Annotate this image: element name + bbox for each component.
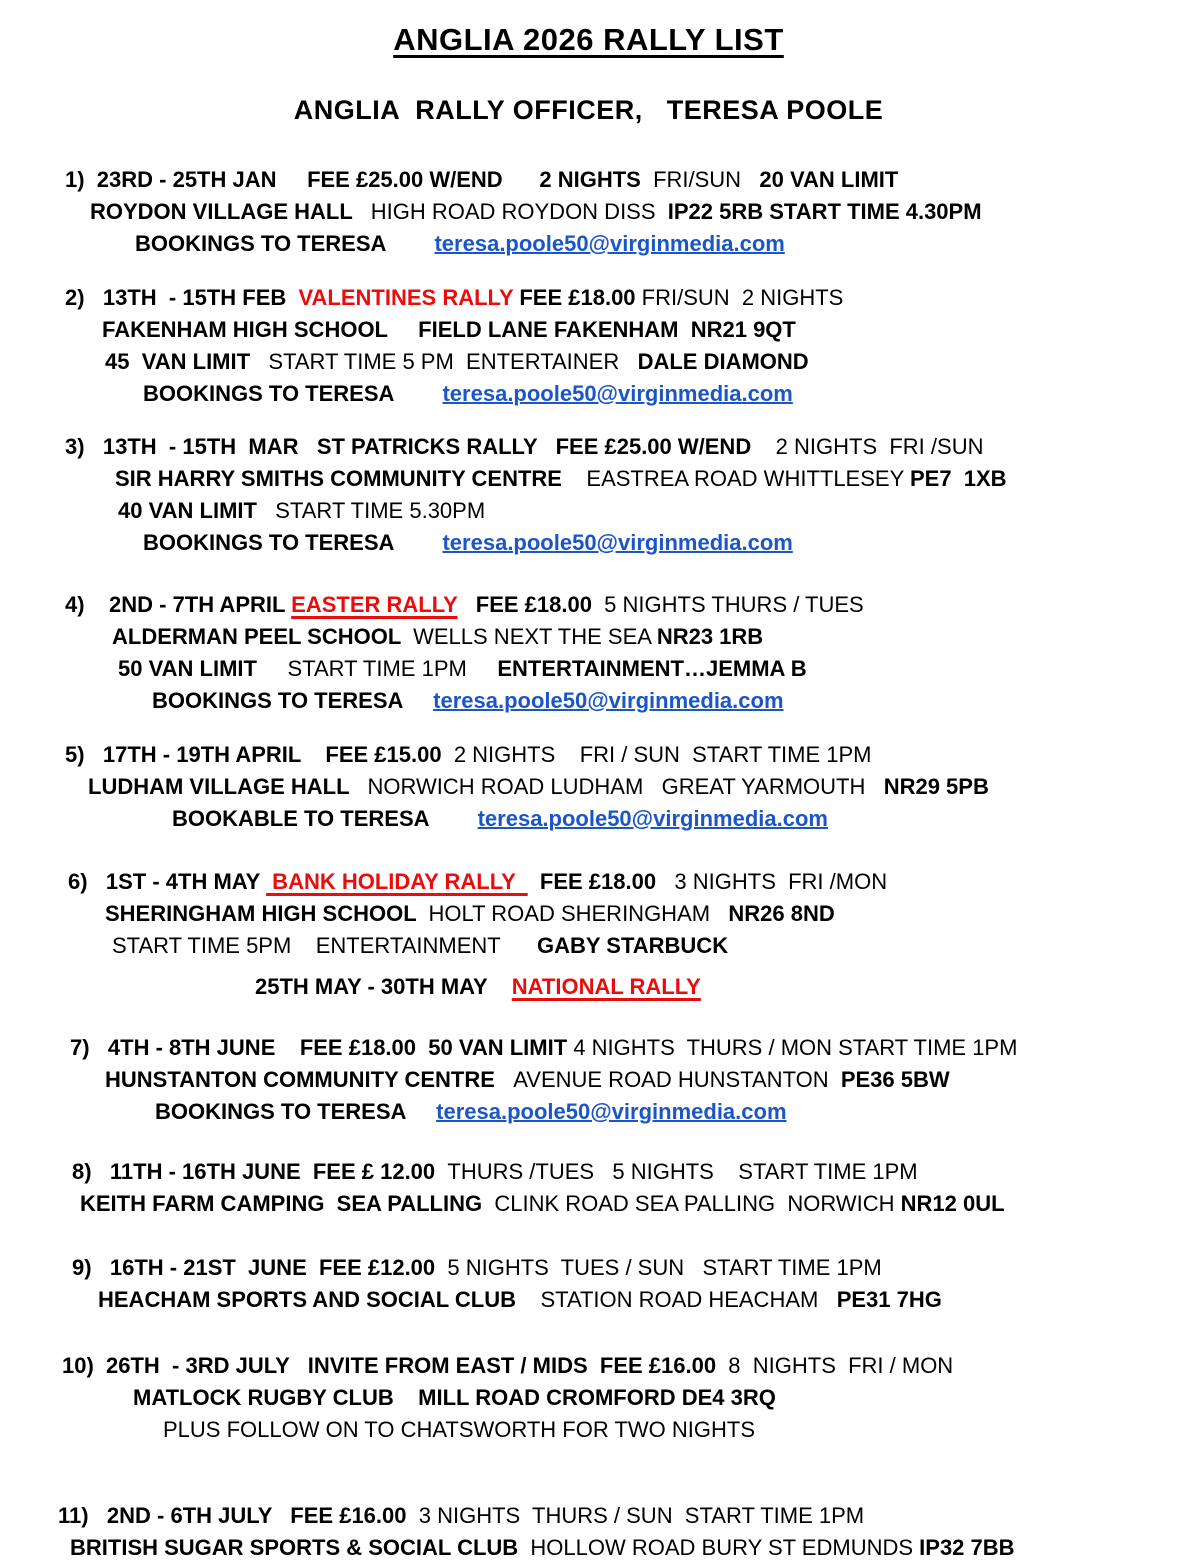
email-link[interactable]: teresa.poole50@virginmedia.com — [442, 381, 793, 406]
rally-line — [0, 1032, 1177, 1064]
text-segment: PE36 5BW — [840, 1067, 950, 1092]
email-link[interactable]: teresa.poole50@virginmedia.com — [477, 806, 828, 831]
text-segment: BOOKINGS TO TERESA — [143, 381, 443, 406]
rally-line — [0, 589, 1177, 621]
rally-line — [0, 495, 1177, 527]
rally-line — [0, 930, 1177, 962]
text-segment: CLINK ROAD SEA PALLING NORWICH — [494, 1191, 901, 1216]
rally-line — [0, 1532, 1177, 1564]
rally-line — [0, 898, 1177, 930]
text-segment: FEE £18.00 — [519, 285, 642, 310]
text-segment: 8 NIGHTS FRI / MON — [728, 1353, 954, 1378]
text-segment: NR12 0UL — [900, 1191, 1005, 1216]
text-segment: 45 VAN LIMIT — [105, 349, 269, 374]
text-segment: START TIME 1PM — [287, 656, 498, 681]
national-rally-line — [0, 971, 1177, 1003]
text-segment: EASTER RALLY — [291, 592, 458, 617]
text-segment: 3) 13TH - 15TH MAR ST PATRICKS RALLY FEE £25.00 W/END — [65, 434, 776, 459]
text-segment: 20 VAN LIMIT — [759, 167, 899, 192]
text-segment: START TIME 5.30PM — [275, 498, 486, 523]
rally-line — [0, 1156, 1177, 1188]
text-segment: 6) 1ST - 4TH MAY — [68, 869, 267, 894]
text-segment: 11) 2ND - 6TH JULY FEE £16.00 — [58, 1503, 419, 1528]
rally-line — [0, 282, 1177, 314]
text-segment: DALE DIAMOND — [637, 349, 809, 374]
text-segment: SIR HARRY SMITHS COMMUNITY CENTRE — [115, 466, 587, 491]
rally-entry-7 — [0, 1032, 1177, 1128]
text-segment: 5) 17TH - 19TH APRIL FEE £15.00 — [65, 742, 454, 767]
email-link[interactable]: teresa.poole50@virginmedia.com — [434, 231, 785, 256]
text-segment: 4) 2ND - 7TH APRIL — [65, 592, 292, 617]
rally-line — [0, 1064, 1177, 1096]
text-segment: BANK HOLIDAY RALLY — [266, 869, 528, 894]
text-segment: 50 VAN LIMIT — [118, 656, 288, 681]
rally-line — [0, 1284, 1177, 1316]
text-segment: HUNSTANTON COMMUNITY CENTRE — [105, 1067, 514, 1092]
rally-line — [0, 164, 1177, 196]
text-segment: HEACHAM SPORTS AND SOCIAL CLUB — [98, 1287, 541, 1312]
text-segment: 5 NIGHTS TUES / SUN START TIME 1PM — [447, 1255, 882, 1280]
text-segment: IP22 5RB START TIME 4.30PM — [667, 199, 982, 224]
text-segment: 2) 13TH - 15TH FEB — [65, 285, 299, 310]
text-segment: BOOKABLE TO TERESA — [172, 806, 478, 831]
rally-line — [0, 463, 1177, 495]
rally-line — [0, 866, 1177, 898]
text-segment: ENTERTAINMENT…JEMMA B — [497, 656, 807, 681]
text-segment: WELLS NEXT THE SEA — [413, 624, 657, 649]
rally-entry-3 — [0, 431, 1177, 559]
rally-entry-8 — [0, 1156, 1177, 1220]
text-segment: IP32 7BB — [919, 1535, 1015, 1560]
rally-entry-9 — [0, 1252, 1177, 1316]
rally-line — [0, 228, 1177, 260]
text-segment: FRI/SUN 2 NIGHTS — [641, 285, 844, 310]
text-segment: 1) 23RD - 25TH JAN FEE £25.00 W/END 2 NIGHTS — [65, 167, 654, 192]
rally-line — [0, 1096, 1177, 1128]
rally-line — [0, 621, 1177, 653]
rally-list — [0, 164, 1177, 1564]
text-segment: BOOKINGS TO TERESA — [155, 1099, 437, 1124]
rally-entry-2 — [0, 282, 1177, 410]
text-segment: KEITH FARM CAMPING SEA PALLING — [80, 1191, 495, 1216]
text-segment: 2 NIGHTS FRI / SUN START TIME 1PM — [453, 742, 872, 767]
rally-line — [0, 1414, 1177, 1446]
rally-entry-10 — [0, 1350, 1177, 1446]
text-segment: LUDHAM VILLAGE HALL — [88, 774, 368, 799]
rally-line — [0, 685, 1177, 717]
text-segment: 7) 4TH - 8TH JUNE FEE £18.00 50 VAN LIMIT — [70, 1035, 574, 1060]
rally-entry-6 — [0, 866, 1177, 962]
rally-line — [0, 314, 1177, 346]
text-segment: 40 VAN LIMIT — [118, 498, 276, 523]
text-segment: 10) 26TH - 3RD JULY INVITE FROM EAST / MIDS FEE £16.00 — [62, 1353, 729, 1378]
rally-line — [0, 739, 1177, 771]
rally-line — [0, 346, 1177, 378]
rally-line — [0, 1500, 1177, 1532]
text-segment: HIGH ROAD ROYDON DISS — [370, 199, 668, 224]
rally-line — [0, 378, 1177, 410]
text-segment: 2 NIGHTS FRI /SUN — [775, 434, 984, 459]
text-segment: PLUS FOLLOW ON TO CHATSWORTH FOR TWO NIGHTS — [163, 1417, 756, 1442]
text-segment: HOLLOW ROAD BURY ST EDMUNDS — [530, 1535, 920, 1560]
text-segment: 8) 11TH - 16TH JUNE FEE £ 12.00 — [72, 1159, 448, 1184]
rally-line — [0, 1252, 1177, 1284]
text-segment: 9) 16TH - 21ST JUNE FEE £12.00 — [72, 1255, 448, 1280]
text-segment: NATIONAL RALLY — [511, 974, 701, 999]
text-segment: PE7 1XB — [909, 466, 1007, 491]
text-segment: STATION ROAD HEACHAM — [540, 1287, 837, 1312]
text-segment: VALENTINES RALLY — [298, 285, 520, 310]
text-segment: SHERINGHAM HIGH SCHOOL — [105, 901, 429, 926]
text-segment: FEE £18.00 — [527, 869, 675, 894]
text-segment: FEE £18.00 — [457, 592, 605, 617]
text-segment: THURS /TUES 5 NIGHTS START TIME 1PM — [447, 1159, 918, 1184]
rally-line — [0, 527, 1177, 559]
text-segment: 5 NIGHTS THURS / TUES — [604, 592, 864, 617]
rally-line — [0, 803, 1177, 835]
text-segment: BOOKINGS TO TERESA — [143, 530, 443, 555]
email-link[interactable]: teresa.poole50@virginmedia.com — [433, 688, 784, 713]
text-segment: ALDERMAN PEEL SCHOOL — [112, 624, 414, 649]
text-segment: BOOKINGS TO TERESA — [135, 231, 435, 256]
text-segment: MATLOCK RUGBY CLUB MILL ROAD CROMFORD DE4 3RQ — [133, 1385, 776, 1410]
email-link[interactable]: teresa.poole50@virginmedia.com — [442, 530, 793, 555]
text-segment: BOOKINGS TO TERESA — [152, 688, 434, 713]
text-segment: GABY STARBUCK — [537, 933, 729, 958]
rally-line — [0, 1382, 1177, 1414]
rally-line — [0, 1350, 1177, 1382]
text-segment: START TIME 5PM ENTERTAINMENT — [112, 933, 537, 958]
rally-line — [0, 653, 1177, 685]
text-segment: 25TH MAY - 30TH MAY — [255, 974, 512, 999]
rally-entry-5 — [0, 739, 1177, 835]
text-segment: NR29 5PB — [883, 774, 989, 799]
page-title: ANGLIA 2026 RALLY LIST — [393, 22, 784, 57]
email-link[interactable]: teresa.poole50@virginmedia.com — [436, 1099, 787, 1124]
text-segment: 3 NIGHTS THURS / SUN START TIME 1PM — [418, 1503, 865, 1528]
text-segment: 3 NIGHTS FRI /MON — [674, 869, 888, 894]
rally-officer-subtitle: ANGLIA RALLY OFFICER, TERESA POOLE — [293, 95, 884, 125]
text-segment: NR26 8ND — [728, 901, 835, 926]
text-segment: HOLT ROAD SHERINGHAM — [428, 901, 729, 926]
text-segment: PE31 7HG — [836, 1287, 942, 1312]
text-segment: NR23 1RB — [656, 624, 764, 649]
text-segment: FRI/SUN — [653, 167, 760, 192]
rally-line — [0, 971, 1177, 1003]
text-segment: AVENUE ROAD HUNSTANTON — [513, 1067, 841, 1092]
rally-entry-1 — [0, 164, 1177, 260]
rally-line — [0, 1188, 1177, 1220]
text-segment: BRITISH SUGAR SPORTS & SOCIAL CLUB — [70, 1535, 531, 1560]
rally-line — [0, 196, 1177, 228]
rally-line — [0, 431, 1177, 463]
text-segment: START TIME 5 PM ENTERTAINER — [268, 349, 638, 374]
rally-entry-11 — [0, 1500, 1177, 1564]
rally-line — [0, 771, 1177, 803]
rally-entry-4 — [0, 589, 1177, 717]
text-segment: NORWICH ROAD LUDHAM GREAT YARMOUTH — [367, 774, 884, 799]
text-segment: EASTREA ROAD WHITTLESEY — [586, 466, 910, 491]
text-segment: ROYDON VILLAGE HALL — [90, 199, 371, 224]
text-segment: FAKENHAM HIGH SCHOOL FIELD LANE FAKENHAM NR21 9QT — [102, 317, 796, 342]
text-segment: 4 NIGHTS THURS / MON START TIME 1PM — [573, 1035, 1018, 1060]
